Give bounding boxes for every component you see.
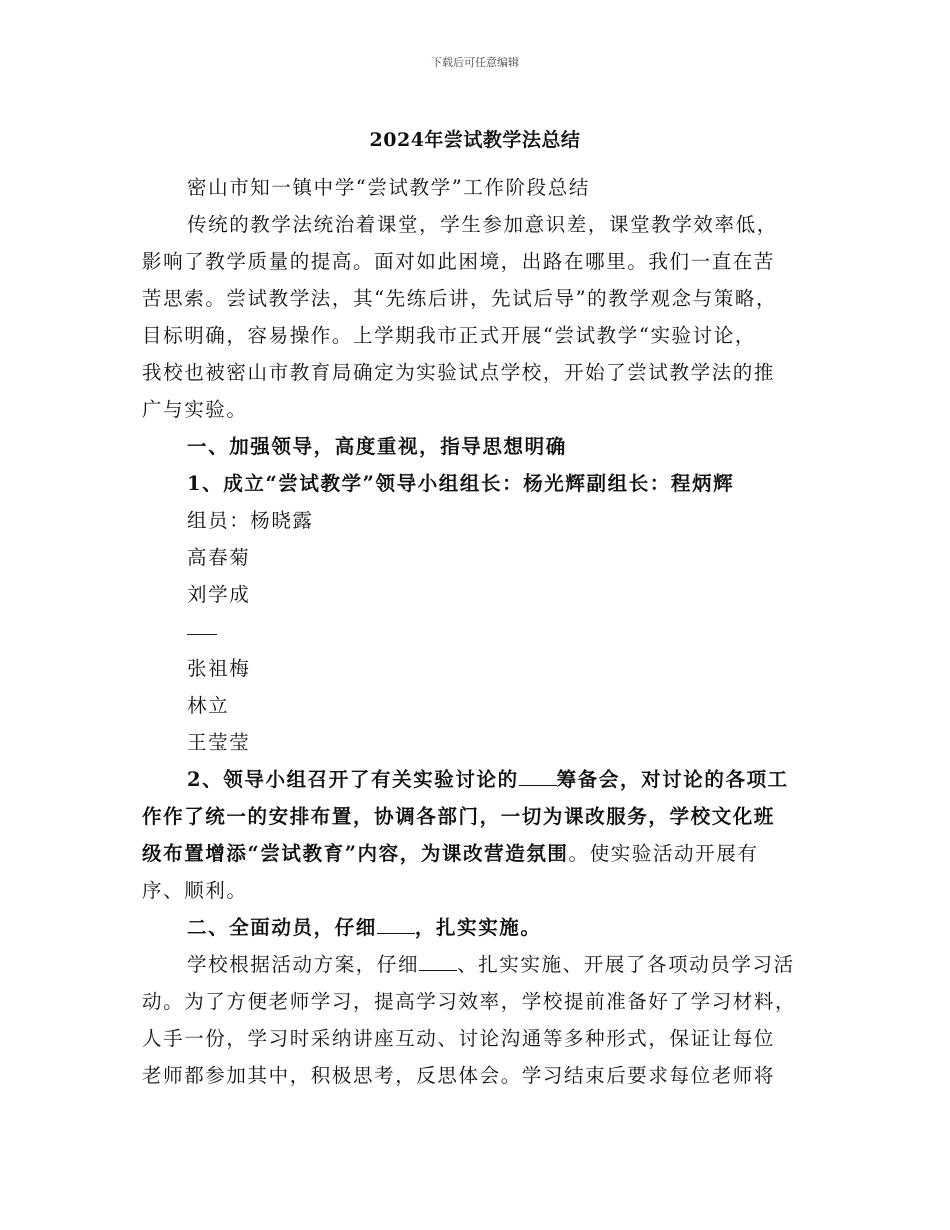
member-line: 刘学成 (187, 583, 251, 606)
blank-rule-line (142, 613, 810, 650)
item-2-text: 筹备会，对讨论的各项工 (556, 768, 789, 791)
member-line: 张祖梅 (187, 657, 251, 680)
item-2-line (142, 835, 810, 872)
fill-blank (519, 769, 557, 786)
document-title: 2024年尝试教学法总结 (369, 129, 581, 151)
fill-blank (377, 917, 415, 934)
document-body (142, 169, 810, 1094)
intro-line: 苦思索。尝试教学法，其“先练后讲，先试后导”的教学观念与策略， (142, 287, 778, 310)
intro-line: 目标明确，容易操作。上学期我市正式开展“尝试教学“实验讨论， (142, 324, 756, 347)
intro-line: 影响了教学质量的提高。面对如此困境，出路在哪里。我们一直在苦 (142, 250, 776, 273)
section-2-text: ，扎实实施。 (414, 916, 542, 939)
header-note: 下载后可任意编辑 (431, 56, 519, 69)
item-2-text: 2、领导小组召开了有关实验讨论的 (187, 768, 519, 791)
item-1: 1、成立“尝试教学”领导小组组长：杨光辉副组长：程炳辉 (187, 472, 735, 495)
item-2-line: 序、顺利。 (142, 879, 248, 902)
short-rule (187, 634, 217, 635)
body-line: 人手一份，学习时采纳讲座互动、讨论沟通等多种形式，保证让每位 (142, 1027, 776, 1050)
item-2-line: 作作了统一的安排布置，协调各部门，一切为课改服务，学校文化班 (142, 805, 776, 828)
item-2-text: 。使实验活动开展有 (568, 842, 759, 865)
intro-line: 传统的教学法统治着课堂，学生参加意识差，课堂教学效率低， (187, 213, 778, 236)
intro-line: 我校也被密山市教育局确定为实验试点学校，开始了尝试教学法的推 (142, 361, 776, 384)
item-2-text: 级布置增添“尝试教育”内容，为课改营造氛围 (142, 842, 569, 865)
member-line: 林立 (187, 694, 230, 717)
body-line: 老师都参加其中，积极思考，反思体会。学习结束后要求每位老师将 (142, 1064, 776, 1087)
fill-blank (419, 954, 457, 971)
section-1-heading: 一、加强领导，高度重视，指导思想明确 (187, 435, 567, 458)
member-line: 高春菊 (187, 546, 251, 569)
section-2-heading (142, 909, 810, 946)
item-2-line (142, 761, 810, 798)
body-text: 、扎实实施、开展了各项动员学习活 (457, 953, 795, 976)
subtitle: 密山市知一镇中学“尝试教学”工作阶段总结 (187, 176, 590, 199)
body-text: 学校根据活动方案，仔细 (187, 953, 420, 976)
member-line: 王莹莹 (187, 731, 251, 754)
member-line: 组员：杨晓露 (187, 509, 314, 532)
section-2-text: 二、全面动员，仔细 (187, 916, 377, 939)
intro-line: 广与实验。 (142, 398, 248, 421)
body-line (142, 946, 810, 983)
body-line: 动。为了方便老师学习，提高学习效率，学校提前准备好了学习材料， (142, 990, 797, 1013)
